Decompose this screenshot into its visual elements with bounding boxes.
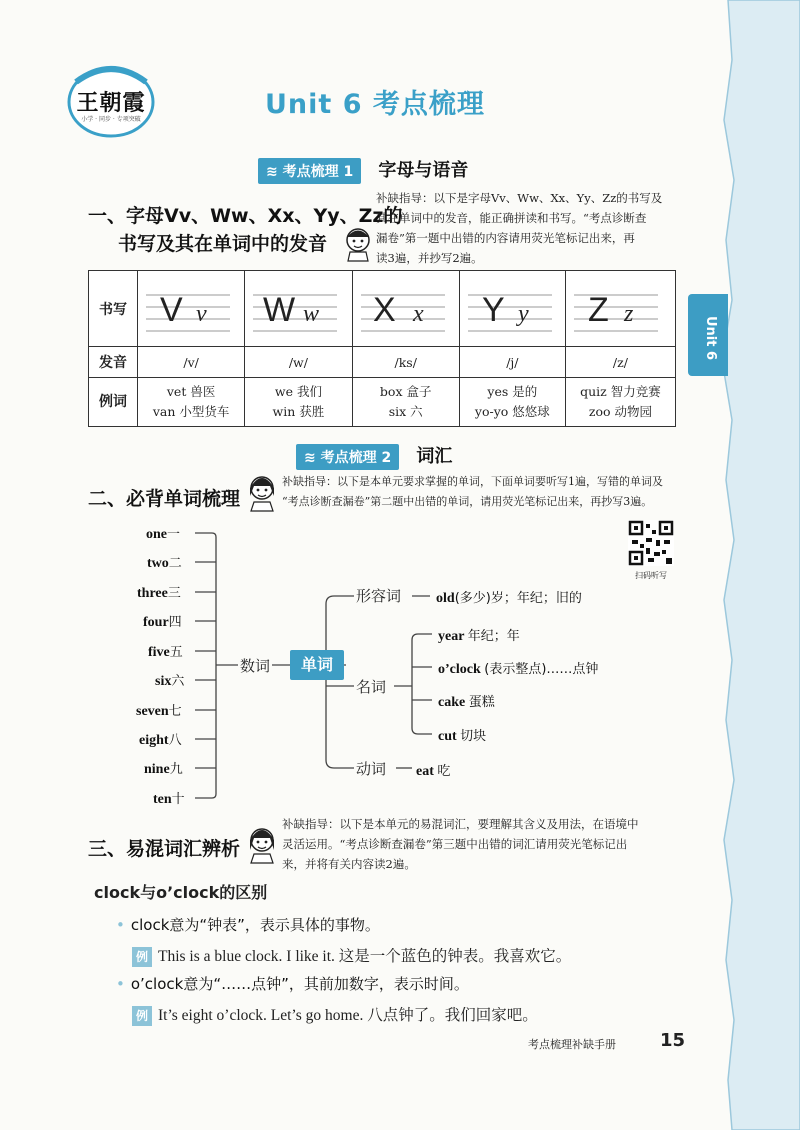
example-word: box 盒子 [379, 384, 432, 399]
example-word: quiz 智力竞赛 [580, 384, 661, 399]
number-en: nine [144, 762, 170, 777]
section1-note-line: 其在单词中的发音，能正确拼读和书写。“考点诊断查 [376, 211, 647, 225]
letter-upper: Y [481, 291, 505, 329]
noun-cn: 切块 [460, 729, 487, 744]
section3-note-line: 灵活运用。“考点诊断查漏卷”第三题中出错的词汇请用荧光笔标记出 [282, 837, 628, 851]
example-word: vet 兽医 [166, 384, 216, 399]
section2-note-line: “考点诊断查漏卷”第二题中出错的单词，请用荧光笔标记出来，再抄写3遍。 [282, 495, 653, 508]
number-item [148, 641, 183, 661]
letter-lower: v [196, 301, 207, 327]
letter-lower: w [303, 301, 320, 327]
verb-en: eat [416, 764, 434, 779]
numeral-label: 数词 [240, 657, 271, 675]
section3-note [282, 814, 686, 874]
page-number: 15 [660, 1030, 686, 1051]
number-en: two [147, 556, 169, 571]
noun-cn: 年纪；年 [467, 629, 520, 644]
adjective-item [436, 587, 582, 607]
page-title: Unit 6 考点梳理 [265, 89, 485, 120]
verb-label: 动词 [356, 760, 387, 778]
qr-code-label: 扫码听写 [635, 571, 667, 580]
sound-cell: /v/ [138, 347, 245, 378]
letter-lower: x [412, 301, 424, 327]
section2-heading: 二、必背单词梳理 [88, 488, 241, 510]
noun-label: 名词 [356, 678, 387, 696]
example-oclock [132, 1003, 538, 1026]
number-cn: 二 [168, 556, 182, 571]
point-text: clock意为“钟表”，表示具体的事物。 [130, 916, 380, 934]
letter-upper: X [372, 291, 396, 329]
number-cn: 四 [168, 615, 182, 630]
example-word: zoo 动物园 [588, 404, 652, 419]
section2-title: 词汇 [416, 446, 453, 467]
point-oclock [116, 973, 469, 994]
section1-heading-line2: 书写及其在单词中的发音 [118, 233, 328, 255]
number-en: seven [136, 704, 169, 719]
row-label-pronunciation: 发音 [89, 347, 138, 378]
number-en: eight [139, 733, 169, 748]
number-en: one [146, 527, 167, 542]
number-item [153, 788, 185, 808]
number-cn: 五 [169, 645, 183, 660]
letter-lower: z [623, 301, 634, 327]
section2-note-line: 补缺指导：以下是本单元要求掌握的单词，下面单词要听写1遍，写错的单词及 [282, 475, 663, 488]
number-item [155, 670, 184, 690]
verb-item [416, 760, 450, 780]
section3-note-line: 补缺指导：以下是本单元的易混词汇，要理解其含义及用法，在语境中 [282, 817, 639, 831]
example-text: It’s eight o’clock. Let’s go home. 八点钟了。我们回家吧。 [158, 1007, 538, 1024]
number-item [146, 523, 180, 543]
section1-title: 字母与语音 [378, 160, 469, 181]
number-cn: 一 [167, 527, 181, 542]
sound-cell: /w/ [245, 347, 352, 378]
section1-heading-line1: 一、字母Vv、Ww、Xx、Yy、Zz的 [88, 205, 403, 227]
number-en: five [148, 645, 170, 660]
noun-item [438, 691, 495, 711]
noun-item [438, 625, 520, 645]
example-clock [132, 944, 571, 967]
noun-item [438, 725, 486, 745]
point-clock [116, 914, 380, 935]
sound-cell: /ks/ [352, 347, 459, 378]
number-item [144, 758, 183, 778]
noun-item [438, 658, 598, 678]
adjective-cn: (多少)岁；年纪；旧的 [454, 591, 582, 606]
sound-cell: /z/ [565, 347, 675, 378]
verb-cn: 吃 [437, 764, 451, 779]
row-label-writing: 书写 [89, 271, 138, 347]
adjective-label: 形容词 [356, 587, 402, 605]
number-item [136, 700, 182, 720]
number-cn: 十 [171, 792, 185, 807]
bullet-dot-icon: • [116, 916, 125, 934]
section1-note-line: 漏卷”第一题中出错的内容请用荧光笔标记出来，再 [376, 231, 635, 245]
logo-text: 王朝霞 [76, 90, 146, 116]
section1-badge: ≋ 考点梳理 1 [258, 158, 361, 184]
example-text: This is a blue clock. I like it. 这是一个蓝色的钟表。我喜欢它。 [158, 948, 572, 965]
example-word: win 获胜 [272, 404, 325, 419]
number-cn: 八 [168, 733, 182, 748]
number-item [147, 552, 182, 572]
letter-upper: Z [587, 291, 609, 329]
number-en: three [137, 586, 168, 601]
center-node-words: 单词 [290, 650, 344, 680]
section3-subtitle: clock与o’clock的区别 [94, 883, 268, 902]
letter-lower: y [517, 301, 529, 327]
noun-cn: 蛋糕 [468, 695, 495, 710]
section1-note-line: 读3遍，并抄写2遍。 [376, 251, 483, 265]
letter-upper: V [160, 291, 183, 329]
example-word: van 小型货车 [152, 404, 230, 419]
logo-subtext: 小学 · 同步 · 专项突破 [81, 116, 141, 123]
noun-en: year [438, 629, 465, 644]
cartoon-girl-icon [246, 824, 278, 864]
number-cn: 六 [171, 674, 185, 689]
adjective-en: old [436, 591, 455, 606]
number-item [137, 582, 181, 602]
number-item [143, 611, 182, 631]
section3-note-line: 来，并将有关内容读2遍。 [282, 857, 416, 871]
example-tag: 例 [132, 947, 152, 967]
number-cn: 七 [168, 704, 182, 719]
example-word: we 我们 [274, 384, 322, 399]
letter-upper: W [263, 291, 296, 329]
point-text: o’clock意为“……点钟”，其前加数字，表示时间。 [130, 975, 469, 993]
section2-badge: ≋ 考点梳理 2 [296, 444, 399, 470]
noun-cn: (表示整点)……点钟 [484, 662, 599, 677]
number-item [139, 729, 182, 749]
example-word: six 六 [388, 404, 423, 419]
row-label-examples: 例词 [89, 378, 138, 427]
number-cn: 三 [167, 586, 181, 601]
number-en: four [143, 615, 169, 630]
sound-cell: /j/ [459, 347, 565, 378]
section3-heading: 三、易混词汇辨析 [88, 838, 241, 860]
bullet-dot-icon: • [116, 975, 125, 993]
footer-book-title: 考点梳理补缺手册 [528, 1038, 616, 1051]
noun-en: cut [438, 729, 457, 744]
number-cn: 九 [169, 762, 183, 777]
number-en: ten [153, 792, 172, 807]
noun-en: o’clock [438, 662, 481, 677]
number-en: six [155, 674, 172, 689]
side-tab-label: Unit 6 [703, 316, 718, 361]
section1-note-line: 补缺指导：以下是字母Vv、Ww、Xx、Yy、Zz的书写及 [376, 191, 663, 205]
example-word: yes 是的 [487, 384, 538, 399]
noun-en: cake [438, 695, 466, 710]
example-word: yo-yo 悠悠球 [474, 404, 550, 419]
example-tag: 例 [132, 1006, 152, 1026]
